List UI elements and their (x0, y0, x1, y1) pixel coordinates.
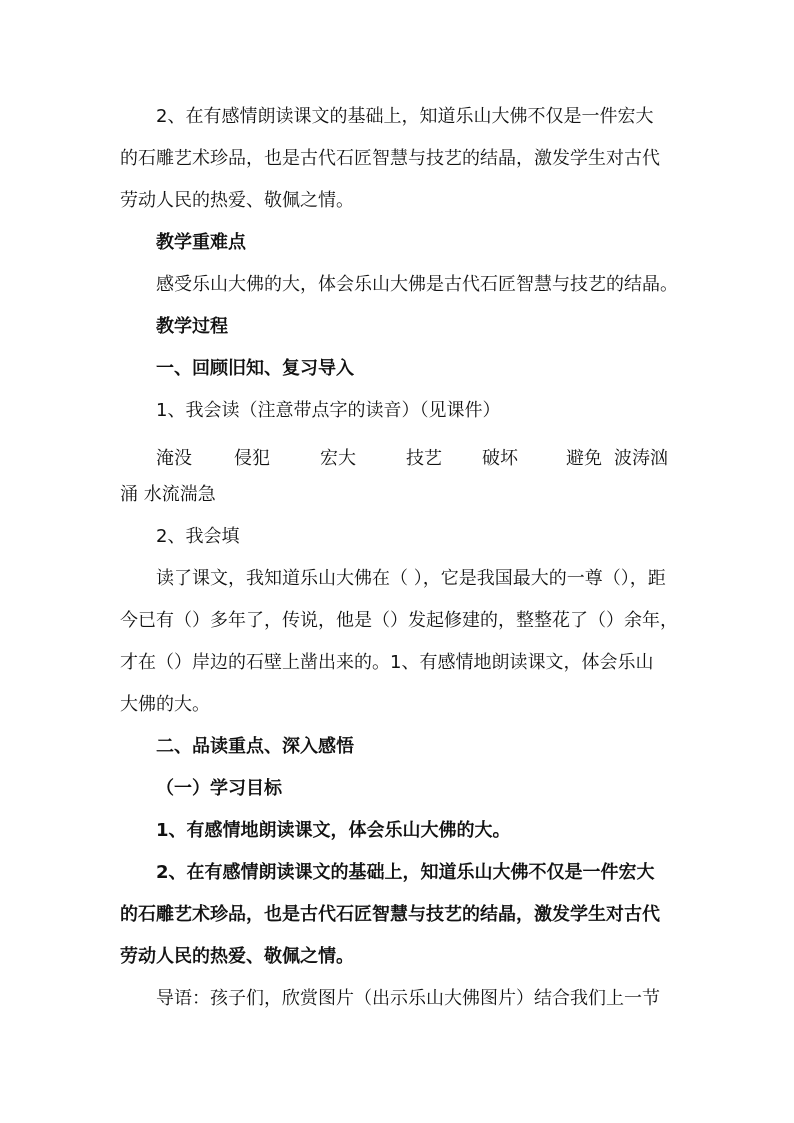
vocab-word: 破坏 (482, 448, 518, 469)
goal-2-bold-line-1: 2、在有感情朗读课文的基础上，知道乐山大佛不仅是一件宏大 (156, 862, 655, 883)
goal-2-line-2: 的石雕艺术珍品，也是古代石匠智慧与技艺的结晶，激发学生对古代 (120, 148, 660, 169)
vocab-word: 技艺 (406, 448, 442, 469)
task-fill-heading: 2、我会填 (156, 526, 240, 547)
fill-text-line-3: 才在（）岸边的石壁上凿出来的。1、有感情地朗读课文，体会乐山 (120, 652, 654, 673)
task-read-heading: 1、我会读（注意带点字的读音）（见课件） (156, 400, 501, 421)
section-2-heading: 二、品读重点、深入感悟 (156, 736, 354, 757)
vocab-word: 避免 (566, 448, 602, 469)
vocab-continued: 涌 水流湍急 (120, 484, 216, 505)
goal-2-bold-line-3: 劳动人民的热爱、敬佩之情。 (120, 946, 354, 967)
goal-2-line-1: 2、在有感情朗读课文的基础上，知道乐山大佛不仅是一件宏大 (156, 106, 654, 127)
vocab-word: 侵犯 (234, 448, 270, 469)
vocab-word: 宏大 (320, 448, 356, 469)
fill-text-line-1: 读了课文，我知道乐山大佛在（ ），它是我国最大的一尊（），距 (156, 568, 666, 589)
vocab-word: 波涛汹 (614, 448, 668, 469)
fill-text-line-4: 大佛的大。 (120, 694, 210, 715)
heading-process: 教学过程 (156, 316, 228, 337)
goal-2-line-3: 劳动人民的热爱、敬佩之情。 (120, 190, 354, 211)
section-1-heading: 一、回顾旧知、复习导入 (156, 358, 354, 379)
intro-text-line: 导语：孩子们，欣赏图片（出示乐山大佛图片）结合我们上一节 (156, 988, 660, 1009)
goal-2-bold-line-2: 的石雕艺术珍品，也是古代石匠智慧与技艺的结晶，激发学生对古代 (120, 904, 660, 925)
heading-key-points: 教学重难点 (156, 232, 246, 253)
key-points-text: 感受乐山大佛的大，体会乐山大佛是古代石匠智慧与技艺的结晶。 (156, 274, 678, 295)
subsection-goals-heading: （一）学习目标 (156, 778, 282, 799)
fill-text-line-2: 今已有（）多年了，传说，他是（）发起修建的，整整花了（）余年， (120, 610, 678, 631)
vocab-word: 淹没 (156, 448, 192, 469)
goal-1-bold: 1、有感情地朗读课文，体会乐山大佛的大。 (156, 820, 511, 841)
